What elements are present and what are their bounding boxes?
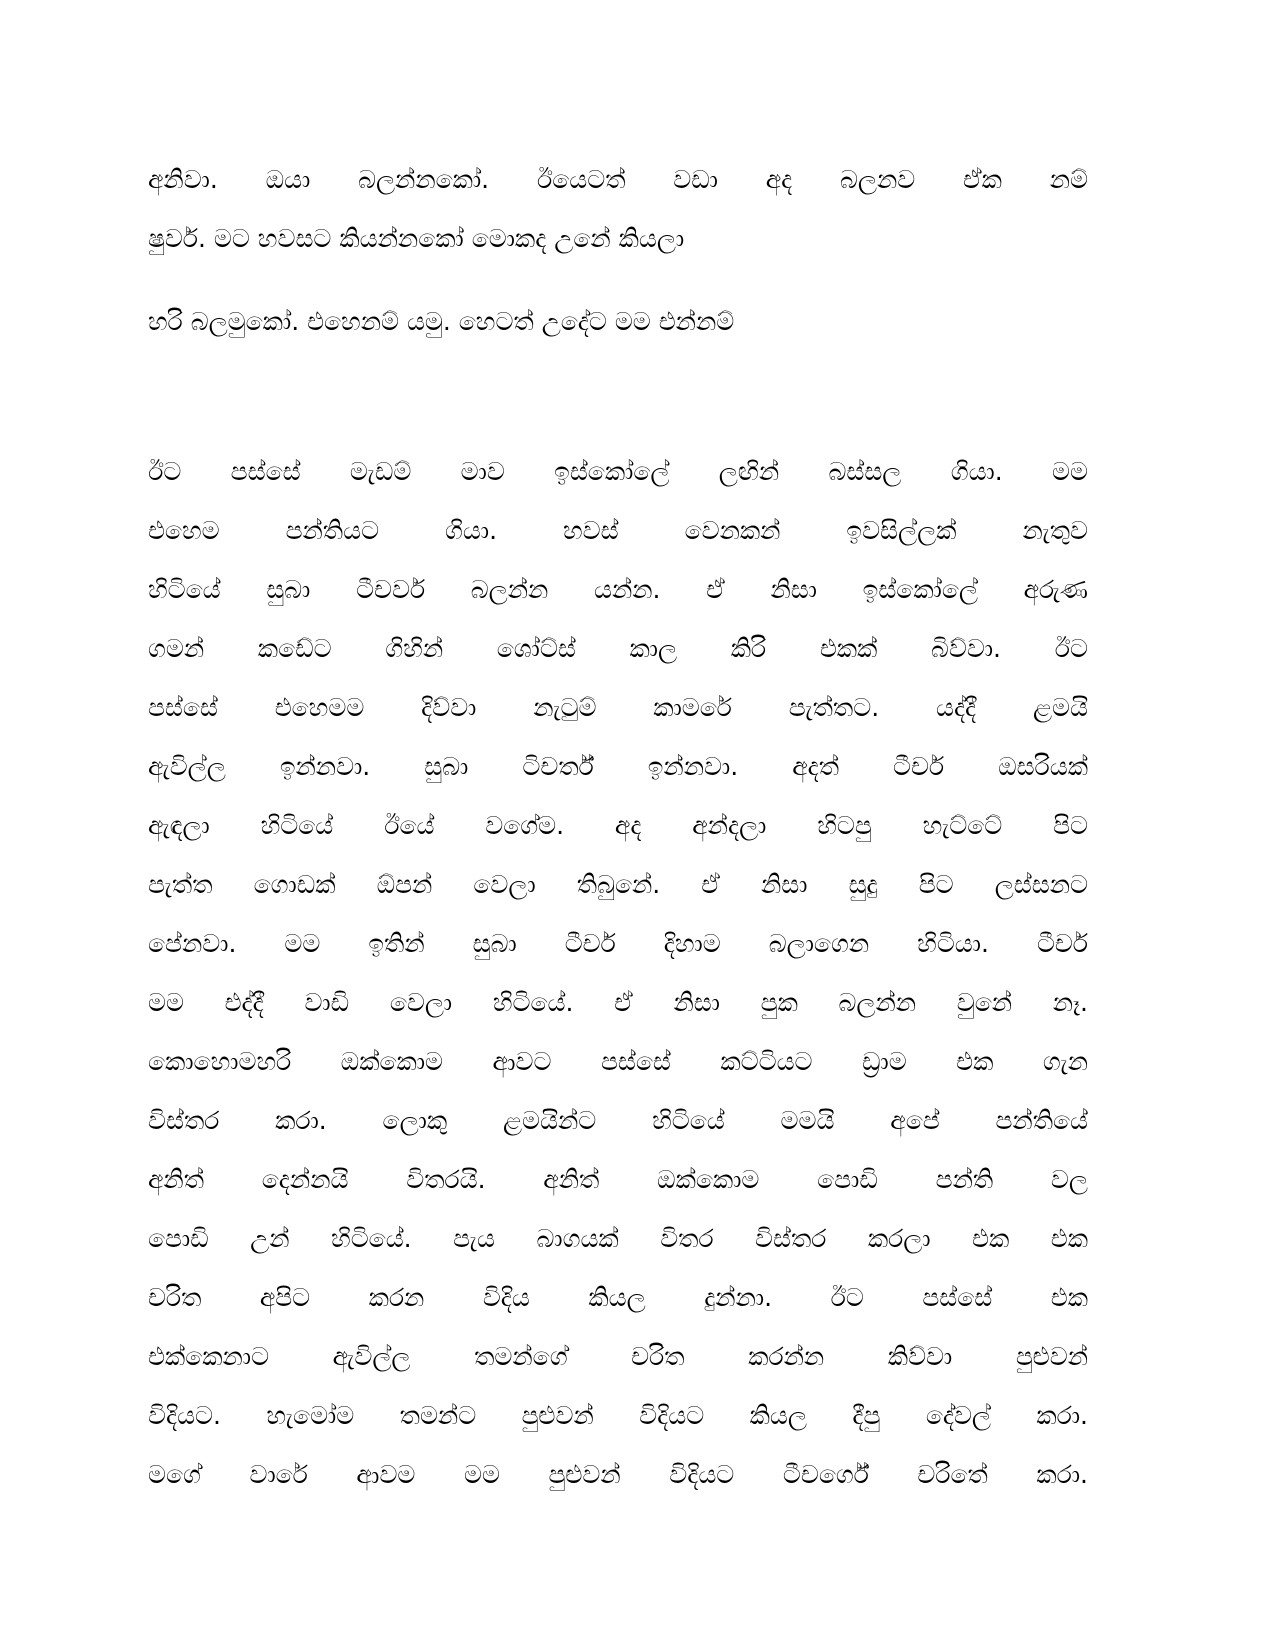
text-line: එහෙම පන්තියට ගියා. හවස් වෙනකන් ඉවසිල්ලක් නැතුව bbox=[148, 516, 1088, 545]
text-line: එක්කෙනාට ඇවිල්ල තමන්ගේ චරිත කරන්න කිව්වා පුළුවන් bbox=[148, 1342, 1088, 1371]
text-line: විදියට. හැමෝම තමන්ට පුළුවන් විදියට කියල දීපු දේවල් කරා. bbox=[148, 1401, 1088, 1430]
text-line: අනිත් දෙන්නයි විතරයි. අනිත් ඔක්කොම පොඩි පන්ති වල bbox=[148, 1165, 1088, 1194]
text-line: ඊට පස්සේ මැඩම් මාව ඉස්කෝලේ ලඟින් බස්සල ගියා. මම bbox=[148, 457, 1088, 486]
paragraph-3 bbox=[148, 442, 1088, 1504]
text-line: අනිවා. ඔයා බලන්නකෝ. ඊයෙටත් වඩා අද බලනව ඒක නම් bbox=[148, 165, 1088, 194]
text-line: හිටියේ සුබා ටීචර්ව බලන්න යන්න. ඒ නිසා ඉස්කෝලේ අරුණ bbox=[148, 575, 1088, 604]
paragraph-2 bbox=[148, 292, 1088, 351]
text-line: හරි බලමුකෝ. එහෙනම් යමු. හෙටත් උදේට මම එන්නම් bbox=[148, 307, 735, 336]
text-line: පොඩි උන් හිටියේ. පැය බාගයක් විතර විස්තර කරලා එක එක bbox=[148, 1224, 1088, 1253]
text-line: ෂුවර්. මට හවසට කියන්නකෝ මොකද උනේ කියලා bbox=[148, 224, 685, 253]
text-line: මගේ වාරේ ආවම මම පුළුවන් විදියට ටීචර්ගේ චරිතේ කරා. bbox=[148, 1460, 1088, 1489]
text-line: ඇඳලා හිටියේ ඊයේ වගේම. අද අන්දලා හිටපු හැට්ටේ පිට bbox=[148, 811, 1088, 840]
text-line: විස්තර කරා. ලොකු ළමයින්ට හිටියේ මමයි අපේ පන්තියේ bbox=[148, 1106, 1088, 1135]
paragraph-1 bbox=[148, 150, 1088, 268]
text-line: පස්සේ එහෙමම දිව්වා නැටුම් කාමරේ පැත්තට. යද්දී ළමයි bbox=[148, 693, 1088, 722]
text-line: ගමන් කඩේට ගිහින් ශෝට්ස් කාල කිරි එකක් බිව්වා. ඊට bbox=[148, 634, 1088, 663]
text-line: කොහොමහරි ඔක්කොම ආවට පස්සේ කට්ටියට ඩ්‍රාම එක ගැන bbox=[148, 1047, 1088, 1076]
text-line: පේනවා. මම ඉතින් සුබා ටීචර් දිහාම බලාගෙන හිටියා. ටීචර් bbox=[148, 929, 1088, 958]
text-line: මම එද්දී වාඩි වෙලා හිටියේ. ඒ නිසා පුක බලන්න වුනේ නෑ. bbox=[148, 988, 1088, 1017]
text-line: ඇවිල්ල ඉන්නවා. සුබා ටිචර්ත් ඉන්නවා. අදත් ටීචර් ඔසරියක් bbox=[148, 752, 1088, 781]
text-line: පැත්ත ගොඩක් ඕපන් වෙලා තිබුනේ. ඒ නිසා සුදු පිට ලස්සනට bbox=[148, 870, 1088, 899]
text-line: චරිත අපිට කරන විදිය කියල දුන්නා. ඊට පස්සේ එක bbox=[148, 1283, 1088, 1312]
